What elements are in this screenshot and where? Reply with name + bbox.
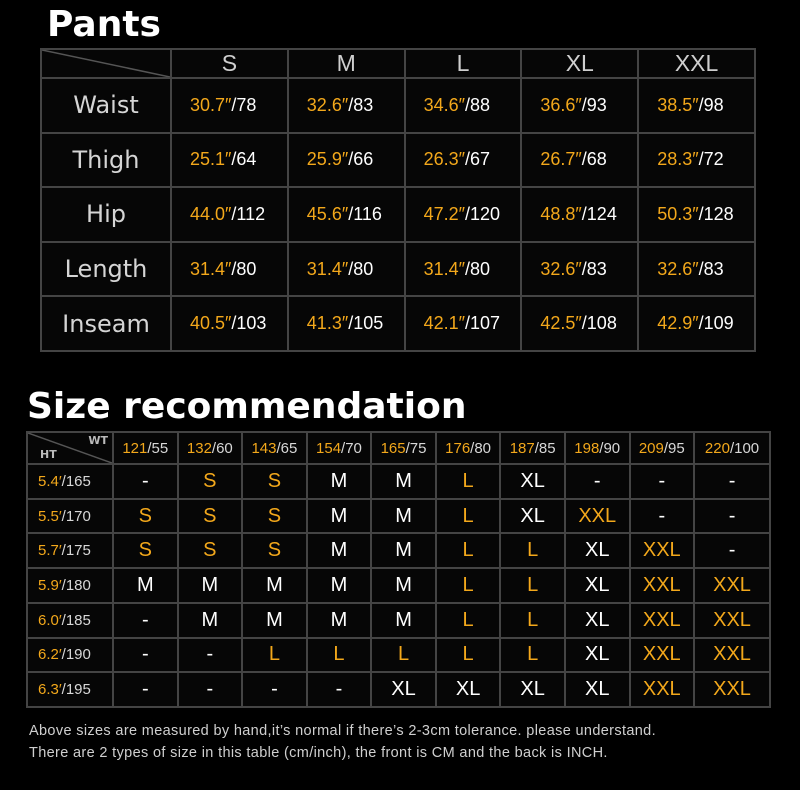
measurement-label: Length — [41, 242, 171, 297]
recommended-size: S — [242, 499, 307, 534]
recommended-size: M — [113, 568, 178, 603]
measurement-value — [171, 296, 288, 351]
recommended-size: - — [694, 499, 770, 534]
recommended-size: XL — [565, 533, 630, 568]
inch-value: 42.9″ — [657, 313, 699, 334]
recommended-size: XL — [565, 568, 630, 603]
height-axis-label: HT — [40, 448, 57, 461]
inch-value: 25.1″ — [190, 149, 232, 170]
recommended-size: - — [113, 672, 178, 707]
recommended-size: M — [307, 533, 372, 568]
unit-note: There are 2 types of size in this table (cm/inch), the front is CM and the back is INCH. — [29, 745, 608, 761]
inch-value: 32.6″ — [306, 94, 349, 115]
measurement-value — [405, 296, 522, 351]
inch-value: 42.5″ — [540, 313, 582, 334]
height-row — [27, 672, 770, 707]
recommended-size: M — [242, 603, 307, 638]
recommended-size: M — [371, 603, 436, 638]
weight-lb: 176 — [445, 439, 471, 457]
recommended-size: M — [178, 568, 243, 603]
inch-value: 26.7″ — [540, 149, 582, 170]
size-header-xxl: XXL — [638, 49, 755, 78]
pants-row-thigh — [41, 133, 755, 188]
size-header-s: S — [171, 49, 288, 78]
measurement-value — [521, 133, 638, 188]
measurement-value — [521, 187, 638, 242]
height-cm: /180 — [61, 576, 91, 594]
recommended-size: XL — [500, 672, 565, 707]
weight-header — [630, 432, 695, 464]
height-ft: 6.2′ — [38, 646, 62, 664]
height-header — [27, 499, 113, 534]
inch-value: 42.1″ — [423, 313, 465, 334]
inch-value: 38.5″ — [657, 94, 699, 115]
weight-lb: 198 — [574, 439, 600, 457]
cm-value: /112 — [231, 203, 266, 224]
cm-value: /124 — [581, 203, 617, 224]
weight-lb: 143 — [251, 439, 277, 457]
inch-value: 47.2″ — [423, 203, 465, 224]
recommended-size: XXL — [694, 568, 770, 603]
size-recommendation-title: Size recommendation — [27, 386, 467, 427]
height-header — [27, 638, 113, 673]
weight-axis-label: WT — [88, 434, 108, 447]
measurement-value — [288, 78, 405, 133]
cm-value: /80 — [348, 258, 374, 279]
recommended-size: - — [178, 672, 243, 707]
weight-kg: /70 — [341, 439, 362, 457]
cm-value: /128 — [698, 203, 734, 224]
inch-value: 31.4″ — [423, 258, 465, 279]
inch-value: 44.0″ — [190, 203, 232, 224]
pants-title: Pants — [47, 4, 161, 45]
inch-value: 32.6″ — [540, 258, 582, 279]
weight-header — [694, 432, 770, 464]
recommended-size: L — [500, 533, 565, 568]
cm-value: /108 — [581, 313, 617, 334]
weight-lb: 209 — [638, 439, 664, 457]
measurement-value — [288, 242, 405, 297]
recommended-size: XXL — [694, 603, 770, 638]
measurement-value — [288, 296, 405, 351]
recommended-size: L — [436, 568, 501, 603]
height-cm: /165 — [61, 472, 91, 490]
pants-row-length — [41, 242, 755, 297]
weight-kg: /95 — [663, 439, 685, 457]
recommended-size: S — [113, 499, 178, 534]
height-row — [27, 568, 770, 603]
recommended-size: L — [371, 638, 436, 673]
recommended-size: XXL — [630, 603, 695, 638]
height-ft: 6.0′ — [38, 611, 62, 629]
recommended-size: - — [307, 672, 372, 707]
measurement-label: Inseam — [41, 296, 171, 351]
recommended-size: - — [630, 464, 695, 499]
measurement-value — [405, 187, 522, 242]
recommended-size: L — [500, 603, 565, 638]
weight-kg: /90 — [599, 439, 621, 457]
height-header — [27, 603, 113, 638]
recommended-size: S — [113, 533, 178, 568]
height-ft: 5.5′ — [38, 507, 62, 525]
recommended-size: M — [307, 464, 372, 499]
recommended-size: - — [694, 464, 770, 499]
measurement-value — [288, 133, 405, 188]
measurement-label: Waist — [41, 78, 171, 133]
height-header — [27, 568, 113, 603]
measurement-value — [638, 78, 755, 133]
weight-kg: /80 — [470, 439, 492, 457]
weight-header — [242, 432, 307, 464]
recommended-size: M — [371, 499, 436, 534]
weight-lb: 165 — [380, 439, 406, 457]
recommended-size: M — [371, 533, 436, 568]
recommended-size: XXL — [630, 533, 695, 568]
weight-header — [113, 432, 178, 464]
recommended-size: - — [242, 672, 307, 707]
measurement-value — [521, 242, 638, 297]
recommended-size: L — [436, 603, 501, 638]
inch-value: 36.6″ — [540, 94, 582, 115]
cm-value: /105 — [348, 313, 384, 334]
recommended-size: XXL — [630, 568, 695, 603]
inch-value: 25.9″ — [306, 149, 349, 170]
size-header-l: L — [405, 49, 522, 78]
inch-value: 34.6″ — [423, 94, 465, 115]
measurement-value — [171, 242, 288, 297]
recommended-size: L — [500, 568, 565, 603]
height-row — [27, 464, 770, 499]
recommended-size: XL — [565, 672, 630, 707]
recommended-size: - — [113, 638, 178, 673]
weight-lb: 187 — [509, 439, 535, 457]
recommended-size: S — [178, 464, 243, 499]
size-recommendation-table — [26, 431, 771, 708]
recommended-size: L — [500, 638, 565, 673]
recommended-size: M — [307, 603, 372, 638]
weight-header — [436, 432, 501, 464]
cm-value: /64 — [231, 149, 257, 170]
height-row — [27, 499, 770, 534]
height-cm: /175 — [61, 542, 91, 560]
recommended-size: XL — [565, 638, 630, 673]
recommended-size: XL — [500, 464, 565, 499]
cm-value: /67 — [465, 149, 491, 170]
recommended-size: - — [113, 603, 178, 638]
cm-value: /83 — [581, 258, 607, 279]
inch-value: 41.3″ — [306, 313, 349, 334]
pants-corner-cell — [41, 49, 171, 78]
measurement-value — [638, 133, 755, 188]
measurement-value — [638, 242, 755, 297]
inch-value: 45.6″ — [306, 203, 349, 224]
height-ft: 6.3′ — [38, 681, 62, 699]
cm-value: /116 — [348, 203, 382, 224]
inch-value: 48.8″ — [540, 203, 582, 224]
recommended-size: - — [178, 638, 243, 673]
weight-kg: /85 — [534, 439, 556, 457]
recommended-size: XL — [565, 603, 630, 638]
weight-header-row — [27, 432, 770, 464]
inch-value: 40.5″ — [190, 313, 232, 334]
recommended-size: M — [307, 499, 372, 534]
inch-value: 32.6″ — [657, 258, 699, 279]
recommended-size: XXL — [565, 499, 630, 534]
height-cm: /190 — [61, 646, 91, 664]
recommended-size: XL — [371, 672, 436, 707]
recommended-size: XXL — [694, 638, 770, 673]
recommended-size: S — [178, 499, 243, 534]
weight-kg: /60 — [211, 439, 233, 457]
height-row — [27, 603, 770, 638]
weight-lb: 121 — [122, 439, 148, 457]
recommended-size: - — [565, 464, 630, 499]
recommended-size: XL — [436, 672, 501, 707]
recommended-size: - — [630, 499, 695, 534]
measurement-value — [288, 187, 405, 242]
cm-value: /93 — [581, 94, 607, 115]
pants-row-hip — [41, 187, 755, 242]
inch-value: 28.3″ — [657, 149, 699, 170]
recommended-size: L — [307, 638, 372, 673]
height-header — [27, 533, 113, 568]
cm-value: /80 — [465, 258, 491, 279]
height-cm: /195 — [61, 681, 91, 699]
recommended-size: L — [436, 533, 501, 568]
recommended-size: L — [436, 499, 501, 534]
height-ft: 5.9′ — [38, 576, 62, 594]
inch-value: 31.4″ — [190, 258, 232, 279]
height-row — [27, 533, 770, 568]
weight-header — [307, 432, 372, 464]
size-header-xl: XL — [521, 49, 638, 78]
measurement-value — [638, 296, 755, 351]
measurement-value — [405, 78, 522, 133]
measurement-value — [405, 133, 522, 188]
weight-header — [178, 432, 243, 464]
inch-value: 50.3″ — [657, 203, 699, 224]
cm-value: /88 — [465, 94, 491, 115]
recommended-size: XXL — [694, 672, 770, 707]
recommended-size: - — [113, 464, 178, 499]
measurement-value — [638, 187, 755, 242]
height-row — [27, 638, 770, 673]
cm-value: /80 — [231, 258, 257, 279]
weight-lb: 132 — [186, 439, 212, 457]
weight-header — [500, 432, 565, 464]
weight-lb: 220 — [704, 439, 730, 457]
recommended-size: M — [242, 568, 307, 603]
cm-value: /72 — [698, 149, 724, 170]
size-header-m: M — [288, 49, 405, 78]
measurement-value — [171, 78, 288, 133]
weight-kg: /55 — [147, 439, 169, 457]
weight-header — [371, 432, 436, 464]
cm-value: /109 — [698, 313, 734, 334]
height-ft: 5.4′ — [38, 472, 62, 490]
inch-value: 31.4″ — [306, 258, 349, 279]
weight-header — [565, 432, 630, 464]
pants-header-row — [41, 49, 755, 78]
weight-lb: 154 — [316, 439, 342, 457]
recommended-size: M — [371, 464, 436, 499]
height-header — [27, 464, 113, 499]
recommended-size: M — [371, 568, 436, 603]
measurement-value — [405, 242, 522, 297]
recommended-size: S — [242, 533, 307, 568]
measurement-value — [521, 296, 638, 351]
cm-value: /83 — [348, 94, 374, 115]
height-ft: 5.7′ — [38, 542, 62, 560]
recommended-size: - — [694, 533, 770, 568]
recommended-size: XXL — [630, 672, 695, 707]
recommended-size: XXL — [630, 638, 695, 673]
recommended-size: L — [436, 464, 501, 499]
recommended-size: S — [178, 533, 243, 568]
pants-size-table — [40, 48, 756, 352]
recommended-size: XL — [500, 499, 565, 534]
cm-value: /83 — [698, 258, 724, 279]
measurement-label: Hip — [41, 187, 171, 242]
measurement-value — [171, 187, 288, 242]
height-cm: /170 — [61, 507, 91, 525]
cm-value: /68 — [581, 149, 607, 170]
pants-row-waist — [41, 78, 755, 133]
recommended-size: L — [242, 638, 307, 673]
weight-kg: /65 — [276, 439, 298, 457]
height-header — [27, 672, 113, 707]
recommended-size: L — [436, 638, 501, 673]
pants-row-inseam — [41, 296, 755, 351]
cm-value: /78 — [231, 94, 257, 115]
weight-kg: /75 — [405, 439, 427, 457]
weight-kg: /100 — [729, 439, 760, 457]
rec-corner-cell — [27, 432, 113, 464]
measurement-note: Above sizes are measured by hand,it’s normal if there’s 2-3cm tolerance. please understand. — [29, 723, 656, 739]
height-cm: /185 — [61, 611, 91, 629]
measurement-label: Thigh — [41, 133, 171, 188]
recommended-size: M — [178, 603, 243, 638]
measurement-value — [171, 133, 288, 188]
inch-value: 30.7″ — [190, 94, 232, 115]
cm-value: /98 — [698, 94, 724, 115]
recommended-size: S — [242, 464, 307, 499]
recommended-size: M — [307, 568, 372, 603]
cm-value: /107 — [465, 313, 501, 334]
measurement-value — [521, 78, 638, 133]
cm-value: /120 — [465, 203, 501, 224]
cm-value: /103 — [231, 313, 267, 334]
inch-value: 26.3″ — [423, 149, 465, 170]
cm-value: /66 — [348, 149, 374, 170]
